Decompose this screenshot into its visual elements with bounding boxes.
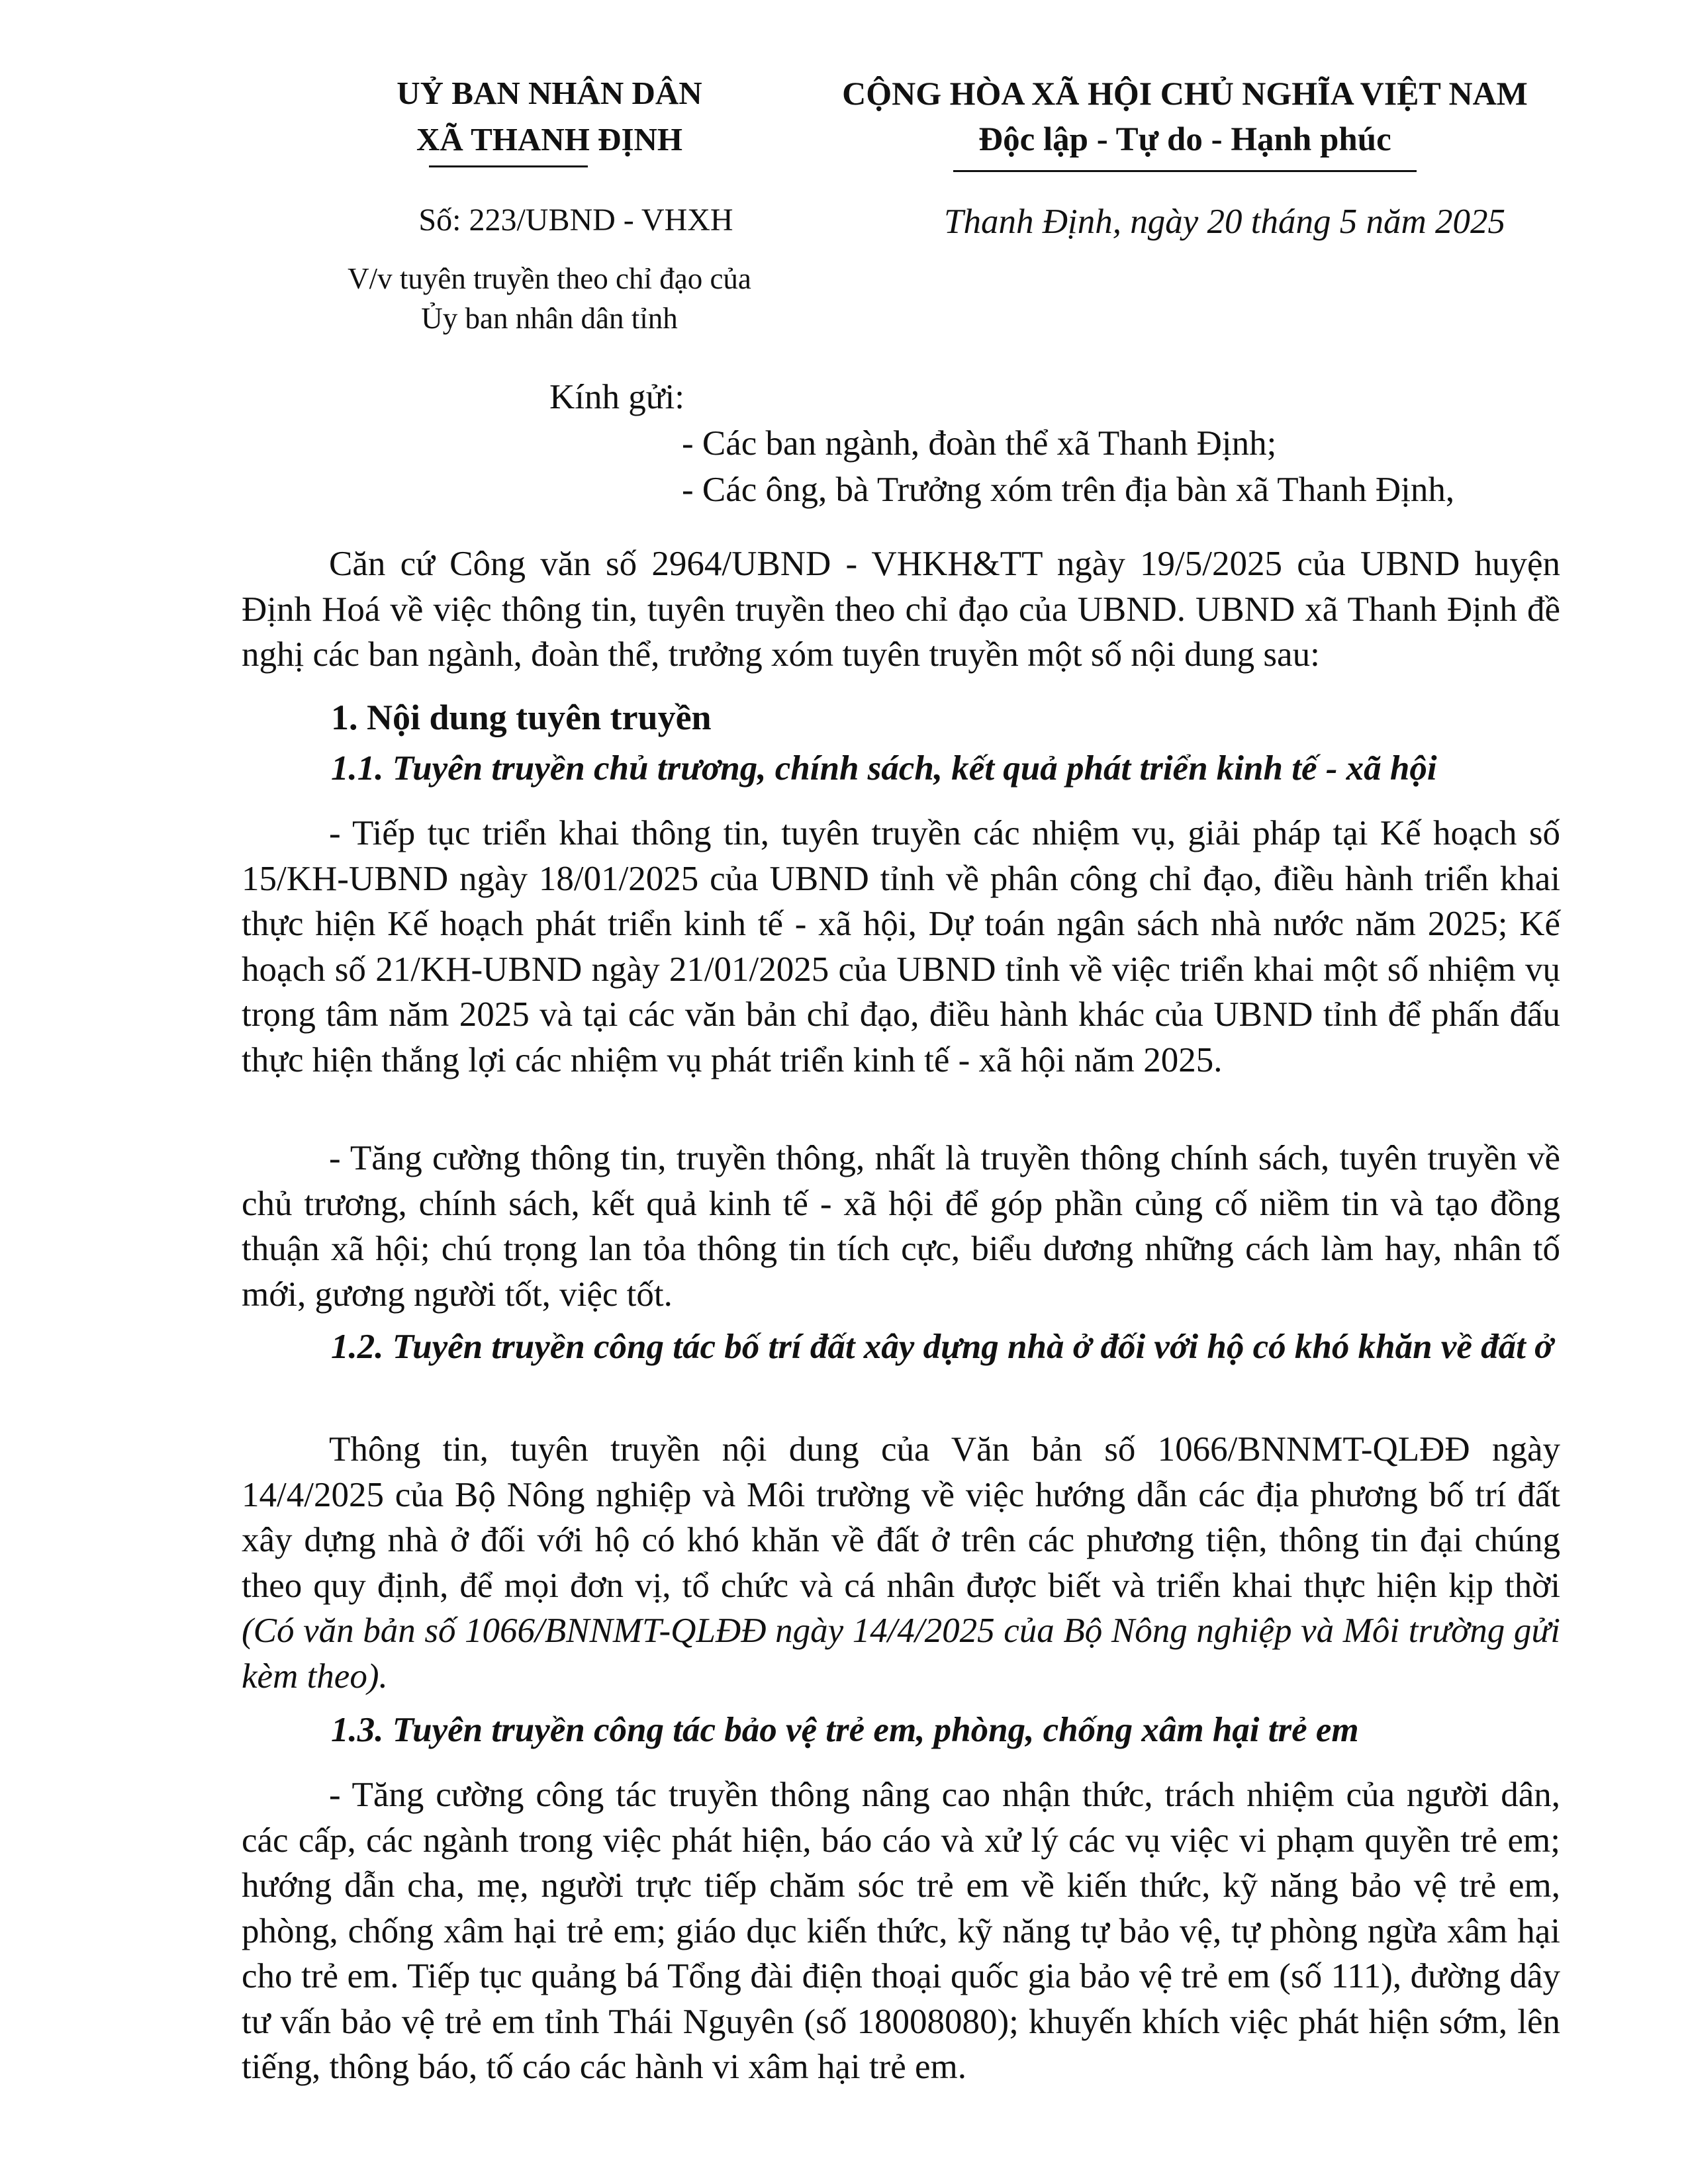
subject-line2: Ủy ban nhân dân tỉnh	[421, 302, 678, 335]
document-number: Số: 223/UBND - VHXH	[418, 203, 733, 238]
section-1-3-paragraph-1: - Tăng cường công tác truyền thông nâng cao nhận thức, trách nhiệm của người dân, các cấp, các ngành trong việc phát hiện, báo cáo và xử lý các vụ việc vi phạm quyền trẻ em; hướng dẫn cha, mẹ, người trực tiếp chăm sóc trẻ em về kiến thức, kỹ năng bảo vệ trẻ em, phòng, chống xâm hại trẻ em; giáo dục kiến thức, kỹ năng tự bảo vệ, tự phòng ngừa xâm hại cho trẻ em. Tiếp tục quảng bá Tổng đài điện thoại quốc gia bảo vệ trẻ em (số 111), đường dây tư vấn bảo vệ trẻ em tỉnh Thái Nguyên (số 18008080); khuyến khích việc phát hiện sớm, lên tiếng, thông báo, tố cáo các hành vi xâm hại trẻ em.	[242, 1776, 1560, 2086]
section-1-2-heading: 1.2. Tuyên truyền công tác bố trí đất xây dựng nhà ở đối với hộ có khó khăn về đất ở	[331, 1328, 1554, 1366]
recipient-item: - Các ban ngành, đoàn thể xã Thanh Định;	[682, 424, 1277, 463]
place-date: Thanh Định, ngày 20 tháng 5 năm 2025	[944, 203, 1505, 241]
subject-line1: V/v tuyên truyền theo chỉ đạo của	[348, 262, 751, 295]
issuer-name-line1: UỶ BAN NHÂN DÂN	[397, 75, 702, 111]
section-1-1-paragraph-1: - Tiếp tục triển khai thông tin, tuyên truyền các nhiệm vụ, giải pháp tại Kế hoạch số 15/KH-UBND ngày 18/01/2025 của UBND tỉnh về phân công chỉ đạo, điều hành triển khai thực hiện Kế hoạch phát triển kinh tế - xã hội, Dự toán ngân sách nhà nước năm 2025; Kế hoạch số 21/KH-UBND ngày 21/01/2025 của UBND tỉnh về việc triển khai một số nhiệm vụ trọng tâm năm 2025 và tại các văn bản chỉ đạo, điều hành khác của UBND tỉnh để phấn đấu thực hiện thắng lợi các nhiệm vụ phát triển kinh tế - xã hội năm 2025.	[242, 814, 1560, 1079]
recipients-label: Kính gửi:	[549, 378, 684, 416]
section-1-1-heading: 1.1. Tuyên truyền chủ trương, chính sách, kết quả phát triển kinh tế - xã hội	[331, 749, 1437, 788]
attachment-note: (Có văn bản số 1066/BNNMT-QLĐĐ ngày 14/4/2025 của Bộ Nông nghiệp và Môi trường gửi kèm theo).	[242, 1612, 1560, 1696]
section-1-2-paragraph-1	[242, 1427, 1560, 1699]
recipient-item: - Các ông, bà Trưởng xóm trên địa bàn xã Thanh Định,	[682, 471, 1455, 509]
section-1-3-heading: 1.3. Tuyên truyền công tác bảo vệ trẻ em, phòng, chống xâm hại trẻ em	[331, 1711, 1359, 1749]
section-1-1-paragraph-2: - Tăng cường thông tin, truyền thông, nhất là truyền thông chính sách, tuyên truyền về chủ trương, chính sách, kết quả kinh tế - xã hội để góp phần củng cố niềm tin và tạo đồng thuận xã hội; chú trọng lan tỏa thông tin tích cực, biểu dương những cách làm hay, nhân tố mới, gương người tốt, việc tốt.	[242, 1139, 1560, 1314]
section-1-2-paragraph-text: Thông tin, tuyên truyền nội dung của Văn bản số 1066/BNNMT-QLĐĐ ngày 14/4/2025 của Bộ Nông nghiệp và Môi trường về việc hướng dẫn các địa phương bố trí đất xây dựng nhà ở đối với hộ có khó khăn về đất ở trên các phương tiện, thông tin đại chúng theo quy định, để mọi đơn vị, tổ chức và cá nhân được biết và triển khai thực hiện kịp thời	[242, 1430, 1560, 1605]
issuer-underline	[429, 165, 588, 167]
national-motto: Độc lập - Tự do - Hạnh phúc	[978, 121, 1391, 158]
motto-underline	[953, 170, 1417, 172]
national-title: CỘNG HÒA XÃ HỘI CHỦ NGHĨA VIỆT NAM	[842, 75, 1528, 112]
section-1-heading: 1. Nội dung tuyên truyền	[331, 698, 712, 737]
issuer-name-line2: XÃ THANH ĐỊNH	[416, 121, 683, 158]
intro-paragraph: Căn cứ Công văn số 2964/UBND - VHKH&TT ngày 19/5/2025 của UBND huyện Định Hoá về việc thông tin, tuyên truyền theo chỉ đạo của UBND. UBND xã Thanh Định đề nghị các ban ngành, đoàn thể, trưởng xóm tuyên truyền một số nội dung sau:	[242, 545, 1560, 674]
